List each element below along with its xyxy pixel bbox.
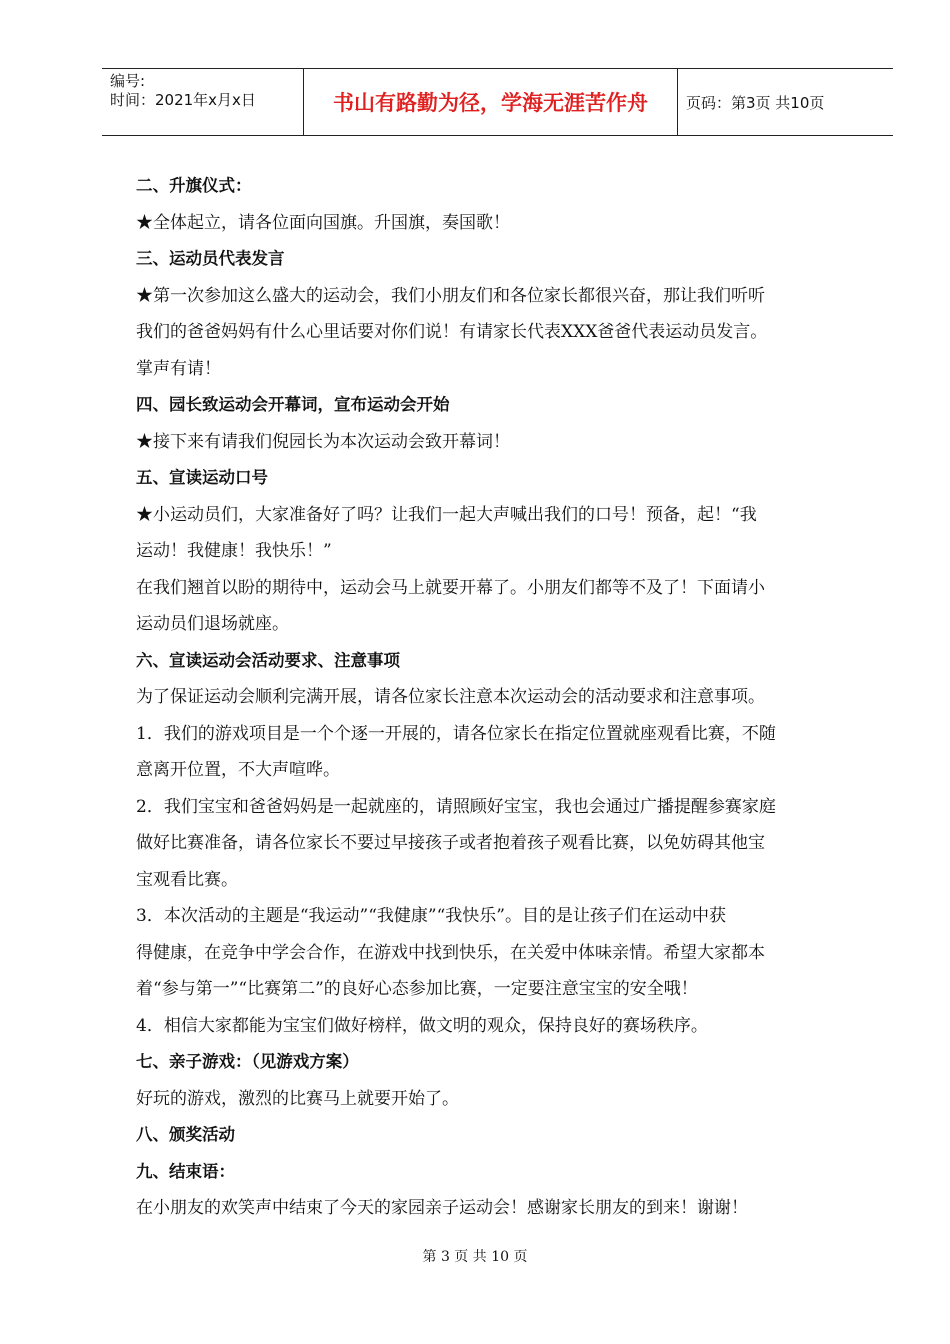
paragraph-line: 宝观看比赛。 <box>136 869 238 890</box>
section-heading: 八、颁奖活动 <box>136 1125 235 1144</box>
paragraph-line: 2．我们宝宝和爸爸妈妈是一起就座的，请照顾好宝宝，我也会通过广播提醒参赛家庭 <box>136 796 776 817</box>
section-heading: 七、亲子游戏：（见游戏方案） <box>136 1052 359 1071</box>
section-heading: 三、运动员代表发言 <box>136 249 285 268</box>
paragraph-line: 1．我们的游戏项目是一个个逐一开展的，请各位家长在指定位置就座观看比赛，不随 <box>136 723 776 744</box>
paragraph-line: 在我们翘首以盼的期待中，运动会马上就要开幕了。小朋友们都等不及了！下面请小 <box>136 577 765 598</box>
date-label: 时间：2021年x月x日 <box>110 91 256 109</box>
number-label: 编号: <box>110 72 146 90</box>
section-heading: 六、宣读运动会活动要求、注意事项 <box>136 650 400 670</box>
paragraph-line: 运动员们退场就座。 <box>136 614 289 634</box>
section-heading: 五、宣读运动口号 <box>136 468 268 487</box>
paragraph-line: ★接下来有请我们倪园长为本次运动会致开幕词！ <box>136 431 510 452</box>
section-heading: 四、园长致运动会开幕词，宣布运动会开始 <box>136 395 450 414</box>
page-header <box>102 68 893 136</box>
document-body <box>136 168 856 1227</box>
page-footer: 第 3 页 共 10 页 <box>422 1249 528 1265</box>
paragraph-line: 为了保证运动会顺利完满开展，请各位家长注意本次运动会的活动要求和注意事项。 <box>136 687 765 707</box>
paragraph-line: 做好比赛准备，请各位家长不要过早接孩子或者抱着孩子观看比赛，以免妨碍其他宝 <box>136 833 765 853</box>
paragraph-line: 好玩的游戏，激烈的比赛马上就要开始了。 <box>136 1088 459 1109</box>
paragraph-line: 着“参与第一”“比赛第二”的良好心态参加比赛，一定要注意宝宝的安全哦！ <box>136 979 698 999</box>
section-heading: 九、结束语： <box>136 1161 235 1181</box>
paragraph-line: ★第一次参加这么盛大的运动会，我们小朋友们和各位家长都很兴奋，那让我们听听 <box>136 285 765 306</box>
paragraph-line: 运动！我健康！我快乐！” <box>136 541 332 561</box>
motto: 书山有路勤为径，学海无涯苦作舟 <box>304 69 678 135</box>
paragraph-line: 掌声有请！ <box>136 358 221 379</box>
paragraph-line: 意离开位置，不大声喧哗。 <box>136 760 340 780</box>
paragraph-line: 我们的爸爸妈妈有什么心里话要对你们说！有请家长代表XXX爸爸代表运动员发言。 <box>136 322 768 342</box>
paragraph-line: 4．相信大家都能为宝宝们做好榜样，做文明的观众，保持良好的赛场秩序。 <box>136 1015 708 1036</box>
header-left-cell <box>102 69 304 135</box>
paragraph-line: ★全体起立，请各位面向国旗。升国旗，奏国歌！ <box>136 212 510 233</box>
paragraph-line: 得健康，在竞争中学会合作，在游戏中找到快乐，在关爱中体味亲情。希望大家都本 <box>136 942 765 963</box>
paragraph-line: 3．本次活动的主题是“我运动”“我健康”“我快乐”。目的是让孩子们在运动中获 <box>136 906 726 926</box>
paragraph-line: 在小朋友的欢笑声中结束了今天的家园亲子运动会！感谢家长朋友的到来！谢谢！ <box>136 1198 748 1218</box>
page-number-label: 页码：第3页 共10页 <box>686 93 825 112</box>
paragraph-line: ★小运动员们，大家准备好了吗？让我们一起大声喊出我们的口号！预备，起！“我 <box>136 504 757 525</box>
section-heading: 二、升旗仪式： <box>136 176 252 195</box>
